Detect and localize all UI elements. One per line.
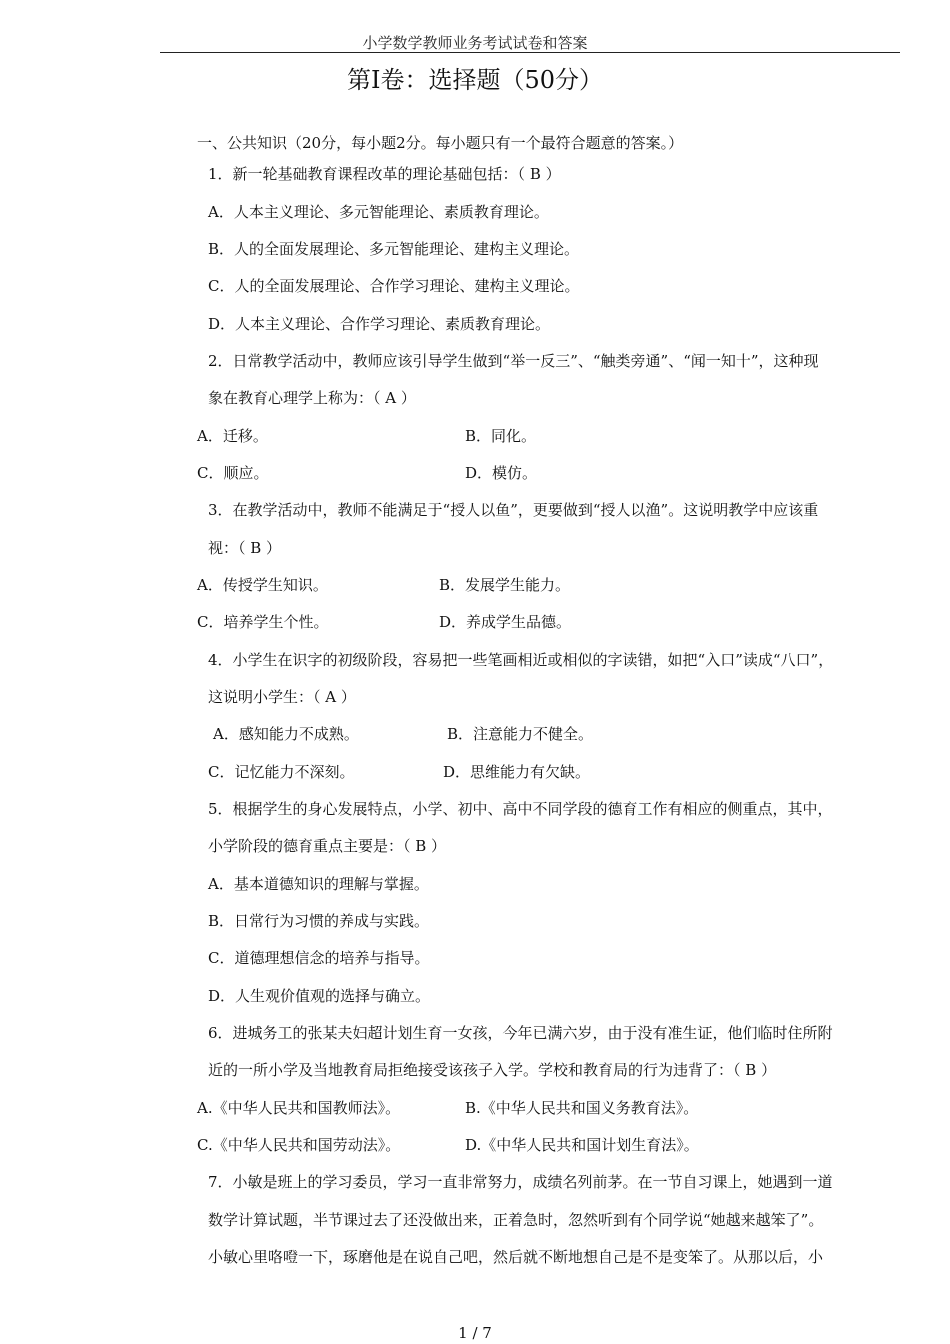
question-5-stem-line-1: 5．根据学生的身心发展特点，小学、初中、高中不同学段的德育工作有相应的侧重点，其中， [208, 800, 833, 818]
question-3-option-c: C．培养学生个性。 [197, 613, 329, 631]
question-5-option-d: D．人生观价值观的选择与确立。 [208, 987, 431, 1005]
question-2-option-c: C．顺应。 [197, 464, 269, 482]
question-2-stem-line-1: 2．日常教学活动中，教师应该引导学生做到“举一反三”、“触类旁通”、“闻一知十”，这种现 [208, 352, 819, 370]
question-5-option-c: C．道德理想信念的培养与指导。 [208, 949, 430, 967]
question-1-option-a: A．人本主义理论、多元智能理论、素质教育理论。 [208, 203, 549, 221]
question-3-stem-line-2: 视：（ B ） [208, 539, 282, 557]
question-1-option-d: D．人本主义理论、合作学习理论、素质教育理论。 [208, 315, 551, 333]
question-6-stem-line-1: 6．进城务工的张某夫妇超计划生育一女孩，今年已满六岁，由于没有准生证，他们临时住所附 [208, 1024, 833, 1042]
page-number: 1 / 7 [458, 1324, 492, 1342]
question-3-option-d: D．养成学生品德。 [439, 613, 572, 631]
section-title: 第Ⅰ卷：选择题（50分） [346, 66, 604, 94]
question-3-option-b: B．发展学生能力。 [439, 576, 571, 594]
question-2-option-d: D．模仿。 [465, 464, 538, 482]
question-6-option-c: C.《中华人民共和国劳动法》。 [197, 1136, 401, 1154]
question-1-option-c: C．人的全面发展理论、合作学习理论、建构主义理论。 [208, 277, 580, 295]
header-rule [160, 52, 900, 53]
question-6-option-a: A.《中华人民共和国教师法》。 [197, 1099, 401, 1117]
question-4-option-b: B．注意能力不健全。 [447, 725, 594, 743]
question-4-stem-line-1: 4．小学生在识字的初级阶段，容易把一些笔画相近或相似的字读错，如把“入口”读成“八口”， [208, 651, 834, 669]
question-7-stem-line-1: 7．小敏是班上的学习委员，学习一直非常努力，成绩名列前茅。在一节自习课上，她遇到一道 [208, 1173, 833, 1191]
question-4-option-c: C．记忆能力不深刻。 [208, 763, 355, 781]
question-5-stem-line-2: 小学阶段的德育重点主要是：（ B ） [208, 837, 447, 855]
question-7-stem-line-2: 数学计算试题，半节课过去了还没做出来，正着急时，忽然听到有个同学说“她越来越笨了”。 [208, 1211, 824, 1229]
question-4-option-d: D．思维能力有欠缺。 [443, 763, 591, 781]
question-4-option-a: A．感知能力不成熟。 [213, 725, 359, 743]
question-3-stem-line-1: 3．在教学活动中，教师不能满足于“授人以鱼”，更要做到“授人以渔”。这说明教学中应该重 [208, 501, 819, 519]
part-heading: 一、公共知识（20分，每小题2分。每小题只有一个最符合题意的答案。） [197, 134, 684, 152]
question-3-option-a: A．传授学生知识。 [197, 576, 328, 594]
question-6-option-b: B.《中华人民共和国义务教育法》。 [465, 1099, 699, 1117]
question-4-stem-line-2: 这说明小学生：（ A ） [208, 688, 356, 706]
question-6-option-d: D.《中华人民共和国计划生育法》。 [465, 1136, 699, 1154]
question-2-option-a: A．迁移。 [197, 427, 268, 445]
question-1-option-b: B．人的全面发展理论、多元智能理论、建构主义理论。 [208, 240, 580, 258]
question-7-stem-line-3: 小敏心里咯噔一下，琢磨他是在说自己吧，然后就不断地想自己是不是变笨了。从那以后，小 [208, 1248, 824, 1266]
question-6-stem-line-2: 近的一所小学及当地教育局拒绝接受该孩子入学。学校和教育局的行为违背了：（ B ） [208, 1061, 777, 1079]
question-5-option-a: A．基本道德知识的理解与掌握。 [208, 875, 429, 893]
question-1-stem: 1．新一轮基础教育课程改革的理论基础包括：（ B ） [208, 165, 561, 183]
question-2-option-b: B．同化。 [465, 427, 537, 445]
question-5-option-b: B．日常行为习惯的养成与实践。 [208, 912, 430, 930]
question-2-stem-line-2: 象在教育心理学上称为：（ A ） [208, 389, 416, 407]
header-title: 小学数学教师业务考试试卷和答案 [362, 34, 588, 52]
